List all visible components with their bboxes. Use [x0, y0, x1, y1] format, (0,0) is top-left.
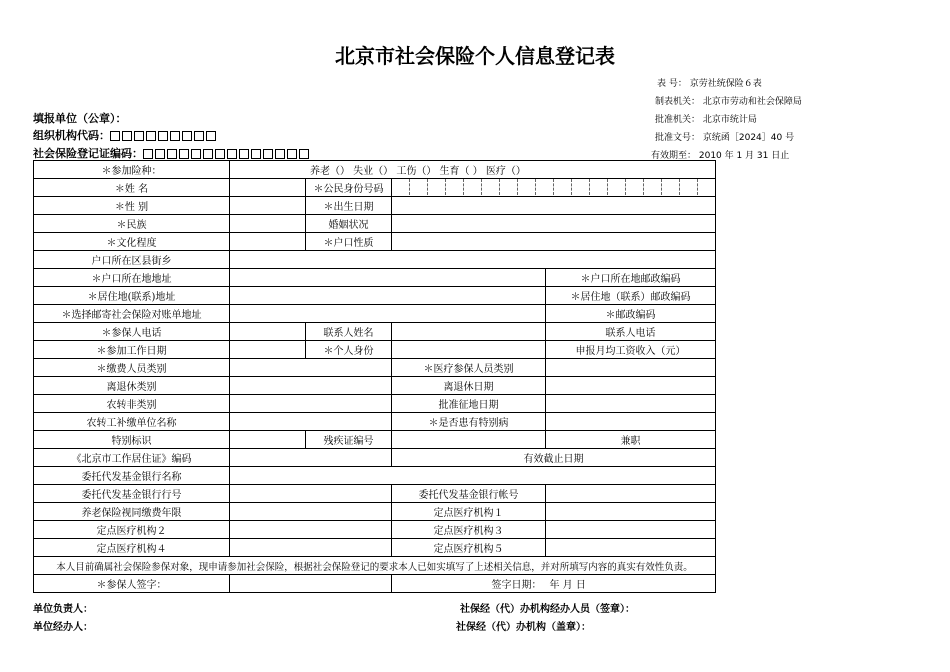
- label-medical-1: 定点医疗机构１: [392, 503, 546, 521]
- label-residence-zip: ＊居住地（联系）邮政编码: [546, 287, 716, 305]
- field-hukou-type[interactable]: [392, 233, 716, 251]
- field-district[interactable]: [230, 251, 716, 269]
- field-contact-name[interactable]: [392, 323, 546, 341]
- field-identity[interactable]: [392, 341, 546, 359]
- field-education[interactable]: [230, 233, 306, 251]
- filing-unit-label: 填报单位（公章）：: [33, 112, 127, 125]
- approving-authority: 批准机关： 北京市统计局: [655, 115, 757, 125]
- registration-table: [33, 160, 716, 593]
- field-medical-3[interactable]: [546, 521, 716, 539]
- label-name: ＊姓 名: [34, 179, 230, 197]
- label-zip: ＊邮政编码: [546, 305, 716, 323]
- field-payment-unit[interactable]: [230, 413, 392, 431]
- label-id-number: ＊公民身份号码: [306, 179, 392, 197]
- label-district: 户口所在区县街乡: [34, 251, 230, 269]
- label-nonagri-type: 农转非类别: [34, 395, 230, 413]
- form-number: 表 号： 京劳社统保险６表: [657, 79, 762, 89]
- field-signature[interactable]: [230, 575, 392, 593]
- label-contact-name: 联系人姓名: [306, 323, 392, 341]
- field-bank-name[interactable]: [230, 467, 716, 485]
- agency-handler-label: 社保经（代）办机构经办人员（签章）：: [460, 604, 635, 615]
- field-work-date[interactable]: [230, 341, 306, 359]
- issuing-authority: 制表机关： 北京市劳动和社会保障局: [655, 97, 802, 107]
- label-birth-date: ＊出生日期: [306, 197, 392, 215]
- field-ethnicity[interactable]: [230, 215, 306, 233]
- label-medical-2: 定点医疗机构２: [34, 521, 230, 539]
- valid-until: 有效期至： 2010 年 1 月 31 日止: [651, 151, 790, 161]
- label-bank-name: 委托代发基金银行名称: [34, 467, 230, 485]
- label-pension-years: 养老保险视同缴费年限: [34, 503, 230, 521]
- field-gender[interactable]: [230, 197, 306, 215]
- label-contact-phone: 联系人电话: [546, 323, 716, 341]
- label-marital: 婚姻状况: [306, 215, 392, 233]
- label-bill-address: ＊选择邮寄社会保险对账单地址: [34, 305, 230, 323]
- form-title: 北京市社会保险个人信息登记表: [335, 44, 615, 68]
- label-land-date: 批准征地日期: [392, 395, 546, 413]
- label-hukou-zip: ＊户口所在地邮政编码: [546, 269, 716, 287]
- declaration: 本人目前确属社会保险参保对象，现申请参加社会保险，根据社会保险登记的要求本人已如实填写了上述相关信息，并对所填写内容的真实有效性负责。: [34, 557, 716, 575]
- field-special-disease[interactable]: [546, 413, 716, 431]
- org-code-boxes[interactable]: [110, 129, 218, 142]
- label-part-time: 兼职: [546, 431, 716, 449]
- unit-handler-label: 单位经办人：: [33, 622, 93, 633]
- label-signature: ＊参保人签字：: [34, 575, 230, 593]
- unit-head-label: 单位负责人：: [33, 604, 93, 615]
- label-special-disease: ＊是否患有特别病: [392, 413, 546, 431]
- agency-seal-label: 社保经（代）办机构（盖章）：: [456, 622, 591, 633]
- label-payment-unit: 农转工补缴单位名称: [34, 413, 230, 431]
- field-payer-type[interactable]: [230, 359, 392, 377]
- label-retire-type: 离退休类别: [34, 377, 230, 395]
- label-residence-address: ＊居住地(联系)地址: [34, 287, 230, 305]
- field-medical-4[interactable]: [230, 539, 392, 557]
- label-gender: ＊性 别: [34, 197, 230, 215]
- field-retire-date[interactable]: [546, 377, 716, 395]
- field-birth-date[interactable]: [392, 197, 716, 215]
- field-nonagri-type[interactable]: [230, 395, 392, 413]
- insurance-options[interactable]: 养老（） 失业（） 工伤（） 生育（ ） 医疗（）: [230, 161, 716, 179]
- ss-code-label: 社会保险登记证编码：: [33, 145, 311, 161]
- field-medical-type[interactable]: [546, 359, 716, 377]
- label-hukou-address: ＊户口所在地地址: [34, 269, 230, 287]
- label-disability-no: 残疾证编号: [306, 431, 392, 449]
- field-land-date[interactable]: [546, 395, 716, 413]
- field-phone[interactable]: [230, 323, 306, 341]
- label-wage: 申报月均工资收入（元）: [546, 341, 716, 359]
- label-hukou-type: ＊户口性质: [306, 233, 392, 251]
- field-medical-1[interactable]: [546, 503, 716, 521]
- field-pension-years[interactable]: [230, 503, 392, 521]
- label-work-date: ＊参加工作日期: [34, 341, 230, 359]
- field-special-mark[interactable]: [230, 431, 306, 449]
- field-medical-2[interactable]: [230, 521, 392, 539]
- label-ethnicity: ＊民族: [34, 215, 230, 233]
- label-medical-type: ＊医疗参保人员类别: [392, 359, 546, 377]
- field-medical-5[interactable]: [546, 539, 716, 557]
- field-bank-account[interactable]: [546, 485, 716, 503]
- label-bank-code: 委托代发基金银行行号: [34, 485, 230, 503]
- label-retire-date: 离退休日期: [392, 377, 546, 395]
- field-residence-address[interactable]: [230, 287, 546, 305]
- field-disability-no[interactable]: [392, 431, 546, 449]
- label-medical-5: 定点医疗机构５: [392, 539, 546, 557]
- label-phone: ＊参保人电话: [34, 323, 230, 341]
- label-permit-expiry: 有效截止日期: [392, 449, 716, 467]
- field-sign-date[interactable]: 年 月 日: [546, 575, 716, 593]
- field-residence-permit[interactable]: [230, 449, 392, 467]
- label-special-mark: 特别标识: [34, 431, 230, 449]
- field-hukou-address[interactable]: [230, 269, 546, 287]
- label-residence-permit: 《北京市工作居住证》编码: [34, 449, 230, 467]
- approval-number: 批准文号： 京统函［2024］40 号: [655, 133, 795, 143]
- field-id-number[interactable]: [392, 179, 716, 197]
- label-sign-date: 签字日期：: [392, 575, 546, 593]
- org-code-label: 组织机构代码：: [33, 127, 218, 143]
- ss-code-boxes[interactable]: [143, 147, 311, 160]
- field-marital[interactable]: [392, 215, 716, 233]
- label-education: ＊文化程度: [34, 233, 230, 251]
- label-medical-4: 定点医疗机构４: [34, 539, 230, 557]
- field-retire-type[interactable]: [230, 377, 392, 395]
- field-bank-code[interactable]: [230, 485, 392, 503]
- label-medical-3: 定点医疗机构３: [392, 521, 546, 539]
- label-payer-type: ＊缴费人员类别: [34, 359, 230, 377]
- label-identity: ＊个人身份: [306, 341, 392, 359]
- field-name[interactable]: [230, 179, 306, 197]
- label-bank-account: 委托代发基金银行帐号: [392, 485, 546, 503]
- label-insurance-types: ＊参加险种：: [34, 161, 230, 179]
- field-bill-address[interactable]: [230, 305, 546, 323]
